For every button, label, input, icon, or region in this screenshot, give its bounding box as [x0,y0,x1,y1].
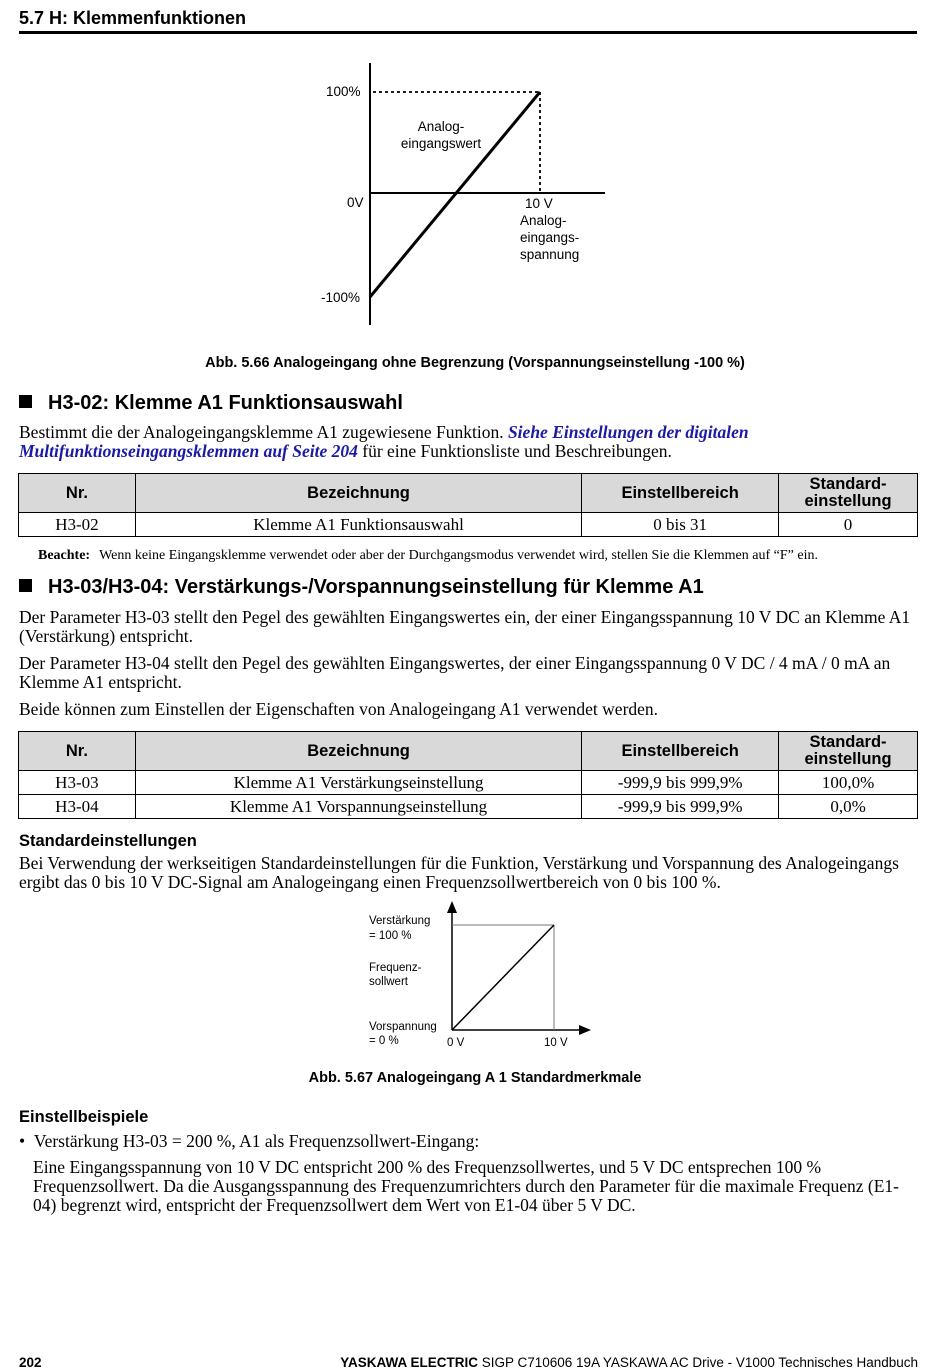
bias-label-line1: Vorspannung [369,1021,437,1033]
characteristic-line [452,925,554,1030]
cell-name: Klemme A1 Verstärkungseinstellung [135,771,581,795]
y-label-line2: eingangswert [400,136,482,151]
figure-caption-5-67: Abb. 5.67 Analogeingang A 1 Standardmerkmale [308,1070,642,1086]
paragraph-both: Beide können zum Einstellen der Eigenschaften von Analogeingang A1 verwendet werden. [19,699,659,719]
bullet-text: Verstärkung H3-03 = 200 %, A1 als Frequenzsollwert-Eingang: [33,1131,480,1151]
cell-name: Klemme A1 Funktionsauswahl [135,513,581,537]
table-header-row [19,732,918,771]
paragraph-standard-settings: Bei Verwendung der werkseitigen Standardeinstellungen für die Funktion, Verstärkung und Vorspannung des Analogeingangs ergibt das 0 bis 10 V DC-Signal am Analogeingang einen Frequenzsollwertbereich von 0 bis 100 %. [19,853,899,892]
x-label-10v: 10 V [544,1037,568,1049]
square-bullet-icon [19,579,32,592]
footer-doc-text: SIGP C710606 19A YASKAWA AC Drive - V1000 Technisches Handbuch [481,1355,918,1370]
heading-h3-03-text: H3-03/H3-04: Verstärkungs-/Vorspannungseinstellung für Klemme A1 [48,576,704,598]
gain-label-line2: = 100 % [369,930,412,942]
x-label-0v: 0 V [447,1037,465,1049]
label-10v: 10 V [525,196,553,211]
cross-reference-link-part1[interactable]: Siehe Einstellungen der digitalen [507,422,749,442]
col-header-nr: Nr. [19,732,136,771]
heading-h3-02 [19,392,403,415]
square-bullet-icon [19,395,32,408]
cell-name: Klemme A1 Vorspannungseinstellung [135,795,581,819]
cell-nr: H3-04 [19,795,136,819]
figure-analog-input-no-limit [0,55,950,335]
x-label-line1: Analog- [520,213,567,228]
note-text: Wenn keine Eingangsklemme verwendet oder aber der Durchgangsmodus verwendet wird, stellen Sie die Klemmen auf “F” ein. [99,548,818,563]
cell-range: -999,9 bis 999,9% [582,771,779,795]
col-header-name: Bezeichnung [135,474,581,513]
cell-nr: H3-02 [19,513,136,537]
heading-h3-02-text: H3-02: Klemme A1 Funktionsauswahl [48,392,403,414]
table-header-row [19,474,918,513]
y-label-line1: Analog- [417,119,465,134]
paragraph-h3-02 [19,423,919,461]
label-0v: 0V [347,195,364,210]
freq-label-line1: Frequenz- [369,962,422,974]
section-header: 5.7 H: Klemmenfunktionen [19,8,247,28]
freq-label-line2: sollwert [369,976,408,988]
cell-nr: H3-03 [19,771,136,795]
page-number: 202 [19,1355,42,1370]
bias-label-line2: = 0 % [369,1035,399,1047]
label-minus-100-percent: -100% [321,290,361,305]
cell-range: -999,9 bis 999,9% [582,795,779,819]
col-header-default: Standard- einstellung [779,474,918,513]
parameter-table-h3-02 [18,473,918,537]
gain-label-line1: Verstärkung [369,915,431,927]
cell-default: 0 [779,513,918,537]
paragraph-example: Eine Eingangsspannung von 10 V DC entspricht 200 % des Frequenzsollwertes, und 5 V DC entsprechen 100 % Frequenzsollwert. Da die Ausgangsspannung des Frequenzumrichters durch den Parameter für die maximale Frequenz (E1-04) begrenzt wird, entspricht der Frequenzsollwert dem Wert von E1-04 über 5 V DC. [33,1157,899,1215]
x-label-line2: eingangs- [520,230,580,245]
footer-brand: YASKAWA ELECTRIC [340,1355,478,1370]
table-row [19,771,918,795]
col-header-range: Einstellbereich [582,474,779,513]
figure-analog-input-a1-default [0,895,950,1060]
col-header-nr: Nr. [19,474,136,513]
col-header-range: Einstellbereich [582,732,779,771]
col-header-default: Standard- einstellung [779,732,918,771]
table-row [19,513,918,537]
parameter-table-h3-03-h3-04 [18,731,918,819]
footer-doc-info [340,1355,918,1370]
para-text-1: Bestimmt die der Analogeingangsklemme A1 zugewiesene Funktion. [19,422,504,442]
subheading-standard-settings: Standardeinstellungen [19,832,197,850]
col-header-name: Bezeichnung [135,732,581,771]
paragraph-h3-04: Der Parameter H3-04 stellt den Pegel des gewählten Eingangswertes, der einer Eingangsspannung 0 V DC / 4 mA / 0 mA an Klemme A1 entspricht. [19,653,891,692]
x-label-line3: spannung [520,247,580,262]
bullet-icon: • [19,1131,26,1151]
cell-default: 0,0% [779,795,918,819]
heading-h3-03-h3-04 [19,576,704,599]
header-rule [19,31,917,34]
table-row [19,795,918,819]
para-text-2: für eine Funktionsliste und Beschreibungen. [362,441,672,461]
note-label: Beachte: [38,548,91,563]
y-arrow-head-icon [447,901,457,913]
subheading-examples: Einstellbeispiele [19,1108,149,1126]
cross-reference-link-part2[interactable]: Multifunktionseingangsklemmen auf Seite 204 [19,441,358,461]
bullet-item [19,1132,919,1151]
paragraph-h3-03: Der Parameter H3-03 stellt den Pegel des gewählten Eingangswertes ein, der einer Eingangsspannung 10 V DC an Klemme A1 (Verstärkung) entspricht. [19,607,911,646]
x-arrow-head-icon [579,1025,591,1035]
label-100-percent: 100% [326,84,361,99]
cell-default: 100,0% [779,771,918,795]
note [38,548,818,564]
figure-caption-5-66: Abb. 5.66 Analogeingang ohne Begrenzung (Vorspannungseinstellung -100 %) [205,355,745,371]
cell-range: 0 bis 31 [582,513,779,537]
